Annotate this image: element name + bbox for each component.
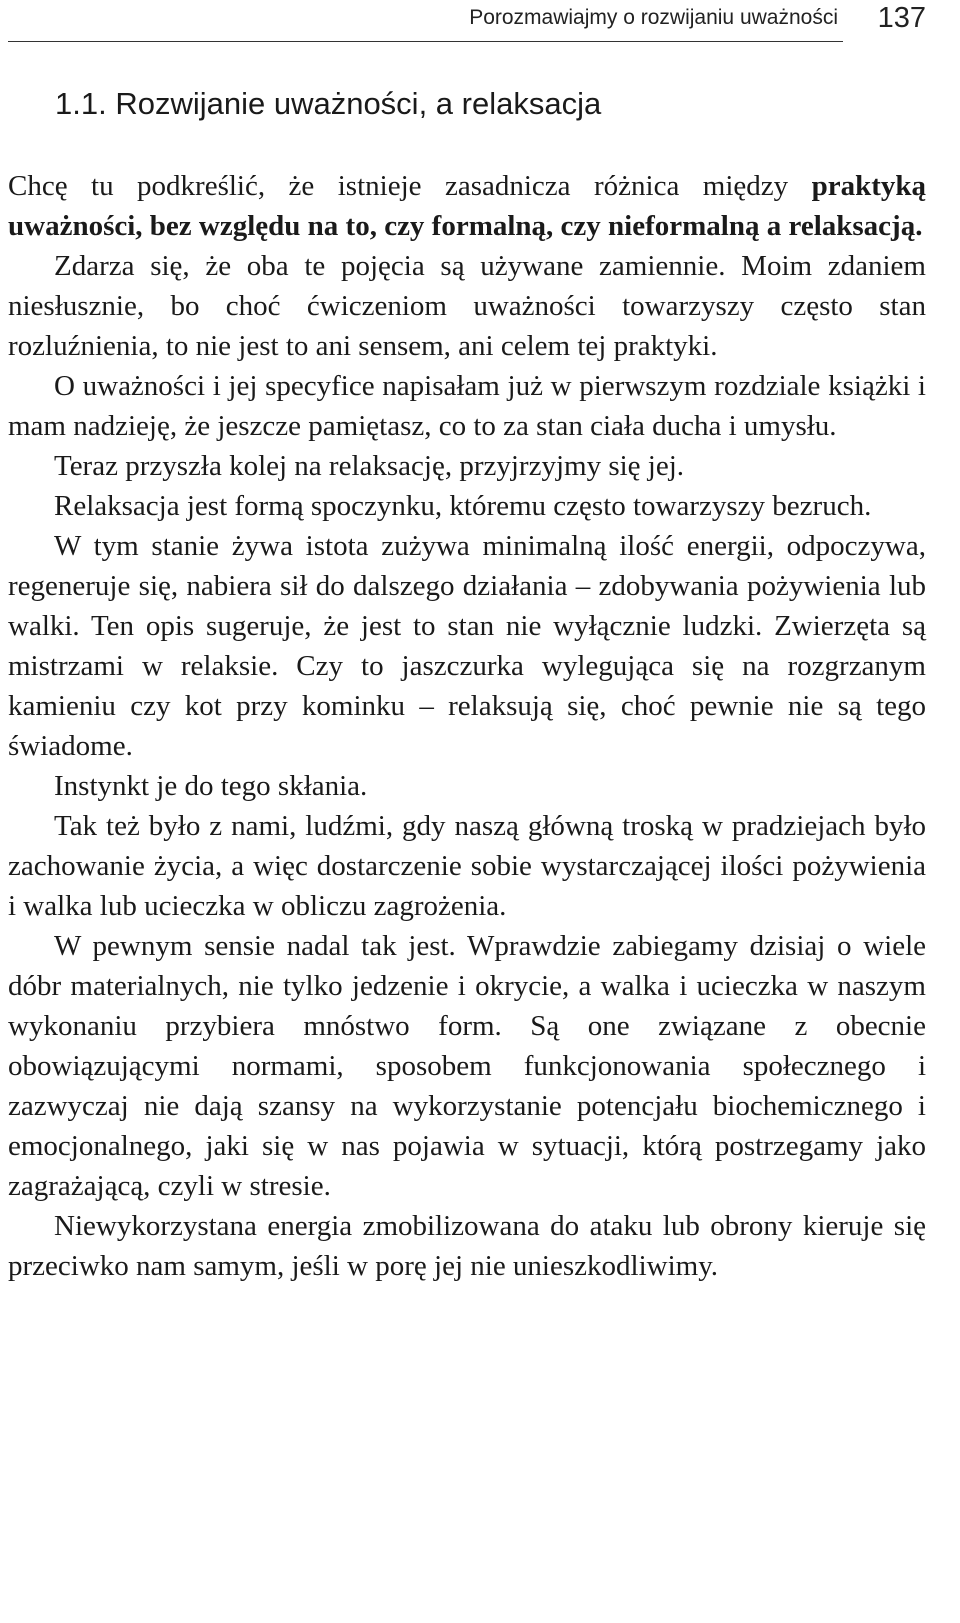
paragraph-10: Niewykorzystana energia zmobilizowana do ataku lub obrony kieruje się przeciwko nam samym, jeśli w porę jej nie unieszkodliwimy. (8, 1210, 926, 1282)
paragraph-5: Relaksacja jest formą spoczynku, któremu często towarzyszy bezruch. (54, 490, 872, 522)
paragraph-8: Tak też było z nami, ludźmi, gdy naszą główną troską w pradziejach było zachowanie życia, a więc dostarczenie sobie wystarczającej ilości pożywienia i walka lub ucieczka w obliczu zagrożenia. (8, 810, 926, 922)
paragraph-7: Instynkt je do tego skłania. (54, 770, 368, 802)
page-number: 137 (877, 2, 926, 34)
header-rule (8, 41, 843, 42)
paragraph-3: O uważności i jej specyfice napisałam już w pierwszym rozdziale książki i mam nadzieję, że jeszcze pamiętasz, co to za stan ciała ducha i umysłu. (8, 370, 926, 442)
paragraph-4: Teraz przyszła kolej na relaksację, przyjrzyjmy się jej. (54, 450, 685, 482)
paragraph-1 (8, 166, 926, 246)
paragraph-6: W tym stanie żywa istota zużywa minimalną ilość energii, odpoczywa, regeneruje się, nabiera sił do dalszego działania – zdobywania pożywienia lub walki. Ten opis sugeruje, że jest to stan nie wyłącznie ludzki. Zwierzęta są mistrzami w relaksie. Czy to jaszczurka wylegująca się na rozgrzanym kamieniu czy kot przy kominku – relaksują się, choć pewnie nie są tego świadome. (8, 530, 926, 762)
section-heading: 1.1. Rozwijanie uważności, a relaksacja (55, 86, 602, 121)
running-title: Porozmawiajmy o rozwijaniu uważności (469, 6, 838, 29)
paragraph-9: W pewnym sensie nadal tak jest. Wprawdzie zabiegamy dzisiaj o wiele dóbr materialnych, nie tylko jedzenie i okrycie, a walka i ucieczka w naszym wykonaniu przybiera mnóstwo form. Są one związane z obecnie obowiązującymi normami, sposobem funkcjonowania społecznego i zazwyczaj nie dają szansy na wykorzystanie potencjału biochemicznego i emocjonalnego, jaki się w nas pojawia w sytuacji, którą postrzegamy jako zagrażającą, czyli w stresie. (8, 930, 926, 1202)
body-text (8, 166, 926, 1286)
paragraph-1-lead: Chcę tu podkreślić, że istnieje zasadnicza różnica między (8, 170, 812, 202)
running-header (0, 0, 960, 60)
paragraph-2: Zdarza się, że oba te pojęcia są używane zamiennie. Moim zdaniem niesłusznie, bo choć ćwiczeniom uważności towarzyszy często stan rozluźnienia, to nie jest to ani sensem, ani celem tej praktyki. (8, 250, 926, 362)
paragraph-1-emphasis: praktyką uważności, bez względu na to, czy formalną, czy nieformalną a relaksacją. (8, 170, 926, 242)
